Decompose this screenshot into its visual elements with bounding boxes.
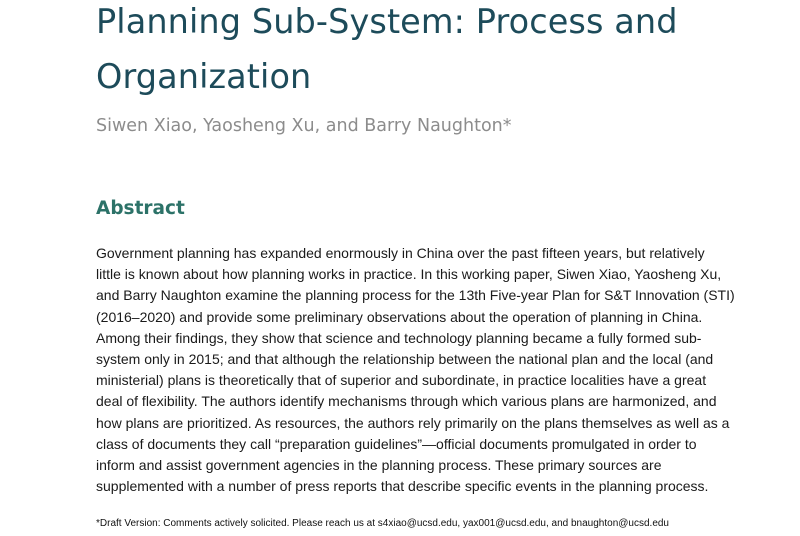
draft-footnote: *Draft Version: Comments actively solicited. Please reach us at s4xiao@ucsd.edu, yax001@ucsd.edu, and bnaughton@ucsd.edu: [96, 518, 669, 529]
abstract-line: how plans are prioritized. As resources, the authors rely primarily on the plans themselves as well as a: [96, 414, 730, 431]
abstract-heading: Abstract: [96, 198, 185, 219]
paper-authors: Siwen Xiao, Yaosheng Xu, and Barry Naughton*: [96, 116, 512, 136]
abstract-line: system only in 2015; and that although the relationship between the national plan and the local (and: [96, 351, 714, 368]
abstract-line: supplemented with a number of press reports that describe specific events in the planning process.: [96, 478, 709, 495]
abstract-line: ministerial) plans is theoretically that of superior and subordinate, in practice localities have a great: [96, 372, 707, 389]
abstract-line: and Barry Naughton examine the planning process for the 13th Five-year Plan for S&T Innovation (STI): [96, 287, 735, 304]
abstract-line: Among their findings, they show that science and technology planning became a fully formed sub-: [96, 329, 702, 346]
title-line: Organization: [96, 57, 312, 96]
abstract-line: Government planning has expanded enormously in China over the past fifteen years, but relatively: [96, 245, 705, 261]
abstract-line: little is known about how planning works in practice. In this working paper, Siwen Xiao, Yaosheng Xu,: [96, 266, 722, 283]
abstract-body: [96, 243, 735, 497]
paper-title: [96, 0, 756, 104]
abstract-line: (2016–2020) and provide some preliminary observations about the operation of planning in China.: [96, 308, 703, 325]
abstract-line: inform and assist government agencies in the planning process. These primary sources are: [96, 457, 662, 474]
abstract-line: class of documents they call “preparation guidelines”—official documents promulgated in order to: [96, 435, 697, 452]
title-line: Planning Sub-System: Process and: [96, 2, 678, 41]
abstract-line: deal of flexibility. The authors identify mechanisms through which various plans are harmonized, and: [96, 393, 717, 410]
